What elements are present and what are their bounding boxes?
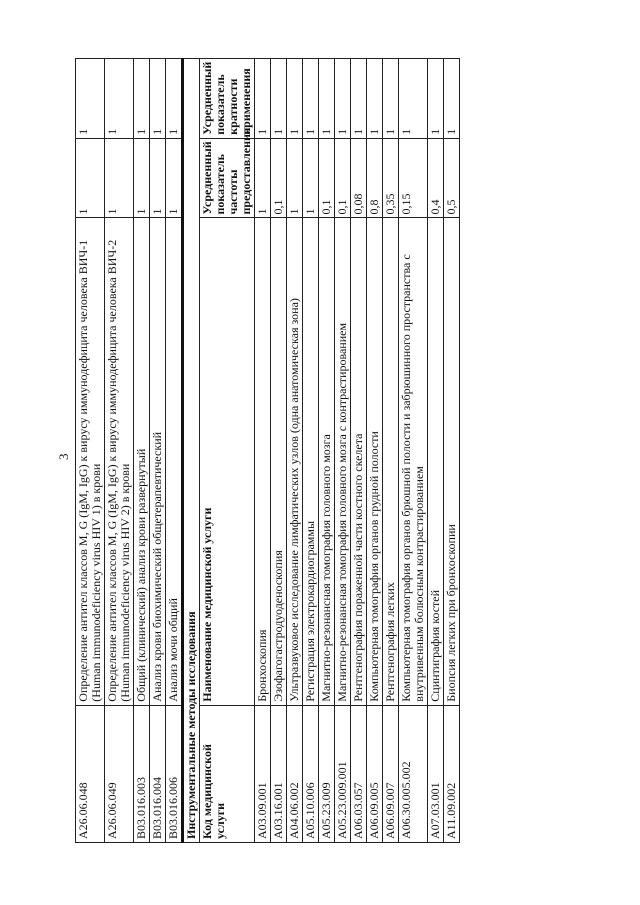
frequency-cell: 0,8 xyxy=(367,138,383,218)
table-row xyxy=(351,59,367,843)
service-name-cell: Анализ мочи общий xyxy=(166,218,183,705)
header-name: Наименование медицинской услуги xyxy=(200,218,255,705)
service-name-cell: Компьютерная томография органов грудной полости xyxy=(367,218,383,705)
code-cell: A05.23.009.001 xyxy=(335,705,351,842)
multiplicity-cell: 1 xyxy=(166,59,183,139)
service-name-cell: Ультразвуковое исследование лимфатических узлов (одна анатомическая зона) xyxy=(287,218,303,705)
code-cell: A05.10.006 xyxy=(303,705,319,842)
frequency-cell: 0,4 xyxy=(428,138,444,218)
instrumental-body xyxy=(255,59,460,843)
table-row xyxy=(335,59,351,843)
table-header-row xyxy=(200,59,255,843)
service-name-cell: Рентгенография пораженной части костного скелета xyxy=(351,218,367,705)
code-cell: B03.016.004 xyxy=(150,705,166,842)
services-table xyxy=(75,58,460,843)
frequency-cell: 0,1 xyxy=(319,138,335,218)
table-row xyxy=(383,59,399,843)
instrumental-section xyxy=(183,59,255,843)
document-page xyxy=(56,58,605,843)
code-cell: A26.06.049 xyxy=(105,705,134,842)
multiplicity-cell: 1 xyxy=(287,59,303,139)
code-cell: A26.06.048 xyxy=(76,705,105,842)
frequency-cell: 1 xyxy=(76,138,105,218)
code-cell: A03.09.001 xyxy=(255,705,271,842)
multiplicity-cell: 1 xyxy=(383,59,399,139)
table-row xyxy=(444,59,460,843)
frequency-cell: 1 xyxy=(105,138,134,218)
service-name-cell: Определение антител классов M, G (IgM, IgG) к вирусу иммунодефицита человека ВИЧ-2 (Human immunodeficiency virus HIV 2) в крови xyxy=(105,218,134,705)
frequency-cell: 1 xyxy=(166,138,183,218)
multiplicity-cell: 1 xyxy=(351,59,367,139)
code-cell: A04.06.002 xyxy=(287,705,303,842)
multiplicity-cell: 1 xyxy=(76,59,105,139)
service-name-cell: Рентгенография легких xyxy=(383,218,399,705)
multiplicity-cell: 1 xyxy=(428,59,444,139)
code-cell: A07.03.001 xyxy=(428,705,444,842)
lab-tests-body xyxy=(76,59,183,843)
multiplicity-cell: 1 xyxy=(255,59,271,139)
code-cell: A05.23.009 xyxy=(319,705,335,842)
service-name-cell: Биопсия легких при бронхоскопии xyxy=(444,218,460,705)
frequency-cell: 1 xyxy=(287,138,303,218)
table-row xyxy=(150,59,166,843)
service-name-cell: Бронхоскопия xyxy=(255,218,271,705)
multiplicity-cell: 1 xyxy=(150,59,166,139)
service-name-cell: Анализ крови биохимический общетерапевтический xyxy=(150,218,166,705)
frequency-cell: 0,15 xyxy=(399,138,428,218)
service-name-cell: Магнитно-резонансная томография головного мозга с контрастированием xyxy=(335,218,351,705)
code-cell: A06.09.005 xyxy=(367,705,383,842)
code-cell: B03.016.006 xyxy=(166,705,183,842)
service-name-cell: Определение антител классов M, G (IgM, IgG) к вирусу иммунодефицита человека ВИЧ-1 (Human immunodeficiency virus HIV 1) в крови xyxy=(76,218,105,705)
code-cell: A06.09.007 xyxy=(383,705,399,842)
multiplicity-cell: 1 xyxy=(303,59,319,139)
service-name-cell: Общий (клинический) анализ крови развернутый xyxy=(134,218,150,705)
service-name-cell: Магнитно-резонансная томография головного мозга xyxy=(319,218,335,705)
section-row xyxy=(183,59,200,843)
frequency-cell: 0,5 xyxy=(444,138,460,218)
table-row xyxy=(166,59,183,843)
table-row xyxy=(105,59,134,843)
frequency-cell: 1 xyxy=(134,138,150,218)
multiplicity-cell: 1 xyxy=(105,59,134,139)
table-row xyxy=(319,59,335,843)
table-row xyxy=(271,59,287,843)
service-name-cell: Эзофагогастродуоденоскопия xyxy=(271,218,287,705)
frequency-cell: 1 xyxy=(150,138,166,218)
header-frequency: Усредненный показатель частоты предоставления xyxy=(200,138,255,218)
frequency-cell: 1 xyxy=(303,138,319,218)
multiplicity-cell: 1 xyxy=(271,59,287,139)
multiplicity-cell: 1 xyxy=(335,59,351,139)
multiplicity-cell: 1 xyxy=(399,59,428,139)
multiplicity-cell: 1 xyxy=(444,59,460,139)
code-cell: A06.03.057 xyxy=(351,705,367,842)
code-cell: A03.16.001 xyxy=(271,705,287,842)
page-number: 3 xyxy=(56,453,71,460)
table-row xyxy=(255,59,271,843)
header-multiplicity: Усредненный показатель кратности применения xyxy=(200,59,255,139)
frequency-cell: 0,35 xyxy=(383,138,399,218)
service-name-cell: Сцинтиграфия костей xyxy=(428,218,444,705)
service-name-cell: Регистрация электрокардиограммы xyxy=(303,218,319,705)
service-name-cell: Компьютерная томография органов брюшной полости и забрюшинного пространства с внутривенным болюсным контрастированием xyxy=(399,218,428,705)
code-cell: A11.09.002 xyxy=(444,705,460,842)
table-row xyxy=(76,59,105,843)
multiplicity-cell: 1 xyxy=(319,59,335,139)
table-row xyxy=(367,59,383,843)
code-cell: A06.30.005.002 xyxy=(399,705,428,842)
table-row xyxy=(303,59,319,843)
table-row xyxy=(134,59,150,843)
frequency-cell: 0,1 xyxy=(271,138,287,218)
frequency-cell: 0,1 xyxy=(335,138,351,218)
frequency-cell: 1 xyxy=(255,138,271,218)
multiplicity-cell: 1 xyxy=(367,59,383,139)
table-row xyxy=(287,59,303,843)
section-title: Инструментальные методы исследования xyxy=(183,59,200,843)
code-cell: B03.016.003 xyxy=(134,705,150,842)
frequency-cell: 0,08 xyxy=(351,138,367,218)
header-code: Код медицинской услуги xyxy=(200,705,255,842)
table-row xyxy=(428,59,444,843)
table-row xyxy=(399,59,428,843)
multiplicity-cell: 1 xyxy=(134,59,150,139)
